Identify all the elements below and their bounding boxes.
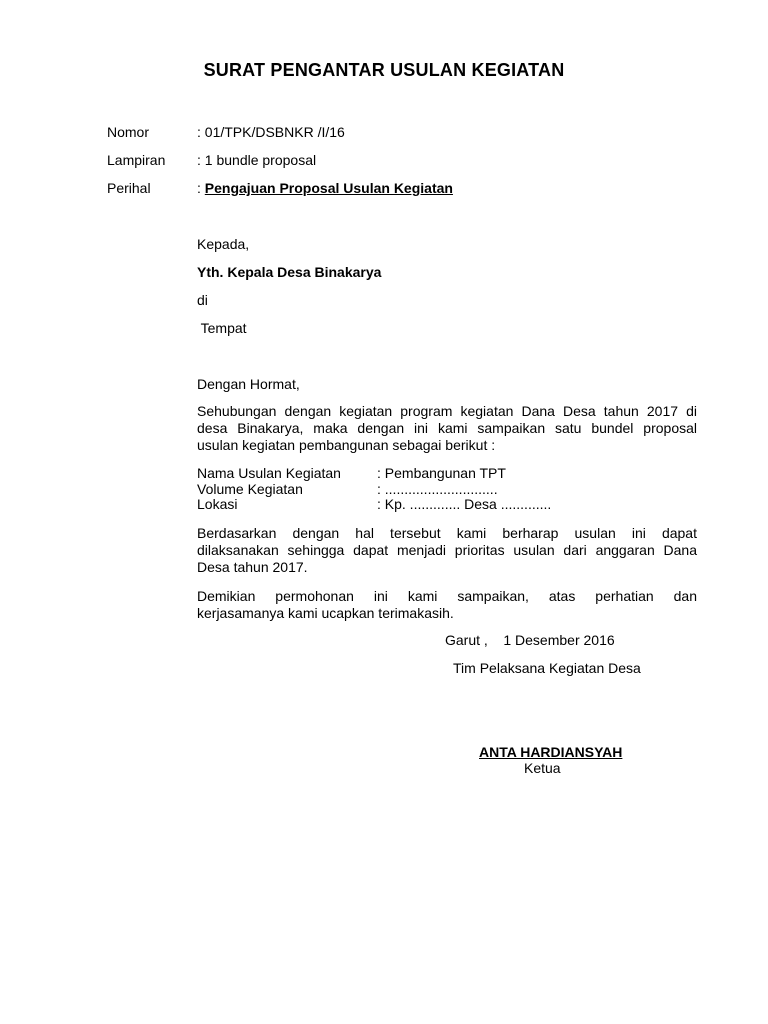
signer-name: ANTA HARDIANSYAH — [479, 744, 623, 760]
paragraph-2-line: dilaksanakan sehingga dapat menjadi prioritas usulan dari anggaran Dana — [197, 542, 697, 558]
kepada-text: Kepada, — [197, 236, 250, 252]
lampiran-value: : 1 bundle proposal — [197, 152, 317, 168]
greeting-text: Dengan Hormat, — [197, 376, 300, 392]
paragraph-2-line: Berdasarkan dengan hal tersebut kami berharap usulan ini dapat — [197, 525, 697, 541]
perihal-colon: : — [197, 180, 205, 196]
perihal-value: Pengajuan Proposal Usulan Kegiatan — [204, 180, 453, 196]
perihal-label: Perihal — [107, 180, 151, 196]
paragraph-2-line: Desa tahun 2017. — [197, 559, 308, 575]
perihal-row — [197, 180, 453, 196]
nomor-label: Nomor — [107, 124, 150, 140]
place-date: Garut , 1 Desember 2016 — [445, 632, 615, 648]
detail-value: : Pembangunan TPT — [377, 465, 506, 481]
paragraph-1-line: usulan kegiatan pembangunan sebagai berikut : — [197, 437, 496, 453]
document-title: SURAT PENGANTAR USULAN KEGIATAN — [203, 60, 565, 80]
detail-label: Volume Kegiatan — [197, 481, 303, 497]
paragraph-3-line: Demikian permohonan ini kami sampaikan, atas perhatian dan — [197, 588, 697, 604]
paragraph-3-line: kerjasamanya kami ucapkan terimakasih. — [197, 605, 454, 621]
detail-label: Lokasi — [197, 496, 238, 512]
nomor-value: : 01/TPK/DSBNKR /I/16 — [197, 124, 345, 140]
signer-title: Ketua — [524, 760, 561, 776]
detail-value: : ............................. — [377, 481, 498, 497]
paragraph-1-line: Sehubungan dengan kegiatan program kegiatan Dana Desa tahun 2017 di — [197, 403, 697, 419]
detail-value: : Kp. ............. Desa ............. — [377, 496, 552, 512]
team-name: Tim Pelaksana Kegiatan Desa — [453, 660, 641, 676]
lampiran-label: Lampiran — [107, 152, 166, 168]
di-text: di — [197, 292, 208, 308]
paragraph-1-line: desa Binakarya, maka dengan ini kami sampaikan satu bundel proposal — [197, 420, 697, 436]
tempat-text: Tempat — [197, 320, 247, 336]
recipient-name: Yth. Kepala Desa Binakarya — [197, 264, 382, 280]
detail-label: Nama Usulan Kegiatan — [197, 465, 341, 481]
